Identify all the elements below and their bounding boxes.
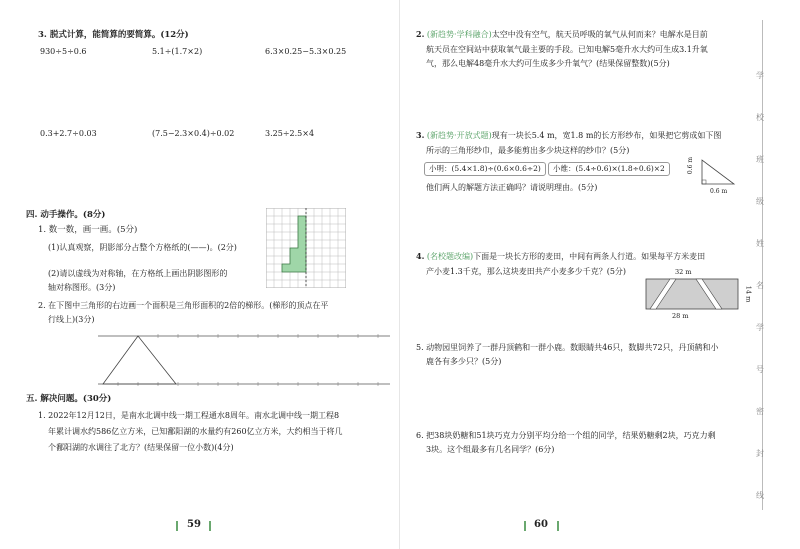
q3-header: 3. 脱式计算，能简算的要简算。(12分) [38, 30, 189, 40]
field-side-label: 14 m [744, 285, 753, 303]
q4-line1: 4. (名校题改编)下面是一块长方形的麦田，中间有两条人行道。如果每平方米麦田 [416, 251, 706, 261]
q2-line1: 2. (新趋势·学科融合)太空中没有空气，航天员呼吸的氧气从何而来？电解水是目前 [416, 29, 708, 39]
binding-line [762, 20, 763, 510]
s4-q1-b2: 轴对称图形。(3分) [48, 283, 116, 292]
s5-q1-line3: 个鄱阳湖的水调往了北方？(结果保留一位小数)(4分) [48, 443, 234, 452]
side-char: 学 [756, 323, 764, 332]
s4-q1: 1. 数一数，画一画。(5分) [38, 225, 138, 235]
footer-deco-left [176, 521, 178, 531]
q4-line2: 产小麦1.3千克，那么这块麦田共产小麦多少千克？(5分) [426, 267, 627, 276]
calc-6: 3.25÷2.5×4 [265, 129, 315, 138]
q3-tag: (新趋势·开放式题) [426, 131, 492, 140]
side-char: 姓 [756, 239, 764, 248]
calc-3: 6.3×0.25−5.3×0.25 [265, 47, 347, 56]
xiaowei-answer: 小维：(5.4÷0.6)×(1.8÷0.6)×2 [548, 162, 670, 176]
section4-title: 四. 动手操作。(8分) [26, 210, 106, 220]
side-char: 校 [756, 113, 764, 122]
section5-title: 五. 解决问题。(30分) [26, 394, 112, 404]
q6-line1: 6. 把38块奶糖和51块巧克力分别平均分给一个组的同学，结果奶糖剩2块，巧克力剩 [416, 431, 716, 440]
triangle-figure [696, 156, 740, 190]
side-char: 号 [756, 365, 764, 374]
q4-tag: (名校题改编) [426, 252, 474, 261]
field-bottom-label: 28 m [672, 312, 689, 320]
s5-q1-line1: 1. 2022年12月12日，是南水北调中线一期工程通水8周年。南水北调中线一期工程8 [38, 411, 340, 420]
q3-line2: 所示的三角形纱巾，最多能剪出多少块这样的纱巾？(5分) [426, 146, 630, 155]
field-top-label: 32 m [675, 268, 692, 276]
q6-line2: 3块。这个组最多有几名同学？(6分) [426, 445, 555, 454]
s4-q2-line1: 2. 在下图中三角形的右边画一个面积是三角形面积的2倍的梯形。(梯形的顶点在平 [38, 301, 329, 310]
calc-5: (7.5−2.3×0.4)÷0.02 [152, 129, 235, 138]
side-char: 班 [756, 155, 764, 164]
s4-q2-line2: 行线上)(3分) [48, 315, 95, 324]
field-figure [644, 277, 744, 313]
footer-deco-right [209, 521, 211, 531]
calc-2: 5.1÷(1.7×2) [152, 47, 203, 56]
q3-line3: 他们两人的解题方法正确吗？请说明理由。(5分) [426, 183, 598, 192]
xiaoming-answer: 小明：(5.4×1.8)÷(0.6×0.6÷2) [424, 162, 546, 176]
side-char: 名 [756, 281, 764, 290]
tri-label-height: 0.6 m [687, 156, 695, 175]
q3-line1: 3. (新趋势·开放式题)现有一块长5.4 m，宽1.8 m的长方形纱布，如果把它剪成如下图 [416, 130, 722, 140]
tri-label-width: 0.6 m [710, 188, 728, 195]
side-char: 级 [756, 197, 764, 206]
grid-paper [266, 208, 346, 288]
side-char: 封 [756, 449, 764, 458]
side-char: 密 [756, 407, 764, 416]
page-number-right: 60 [534, 519, 548, 530]
calc-4: 0.3+2.7÷0.03 [40, 129, 97, 138]
q2-tag: (新趋势·学科融合) [426, 30, 492, 39]
q5-line2: 鹿各有多少只？(5分) [426, 357, 502, 366]
s4-q1-a: (1)认真观察，阴影部分占整个方格纸的(——)。(2分) [48, 243, 237, 252]
s5-q1-line2: 年累计调水约586亿立方米，已知鄱阳湖的水量约有260亿立方米，大约相当于将几 [48, 427, 343, 436]
q2-line3: 气，那么电解48毫升水大约可生成多少升氧气？(结果保留整数)(5分) [426, 59, 670, 68]
calc-1: 930÷5÷0.6 [40, 47, 87, 56]
side-char: 学 [756, 71, 764, 80]
footer-deco-right [557, 521, 559, 531]
q2-line2: 航天员在空间站中获取氧气最主要的手段。已知电解5毫升水大约可生成3.1升氧 [426, 45, 708, 54]
q5-line1: 5. 动物园里饲养了一群丹顶鹤和一群小鹿。数眼睛共46只，数脚共72只，丹顶鹤和小 [416, 343, 719, 352]
side-char: 线 [756, 491, 764, 500]
parallel-lines-figure [98, 332, 390, 390]
s4-q1-b1: (2)请以虚线为对称轴，在方格纸上画出阴影图形的 [48, 269, 228, 278]
footer-deco-left [524, 521, 526, 531]
triangle [103, 336, 176, 384]
right-page [400, 0, 800, 549]
page-number-left: 59 [187, 519, 201, 530]
